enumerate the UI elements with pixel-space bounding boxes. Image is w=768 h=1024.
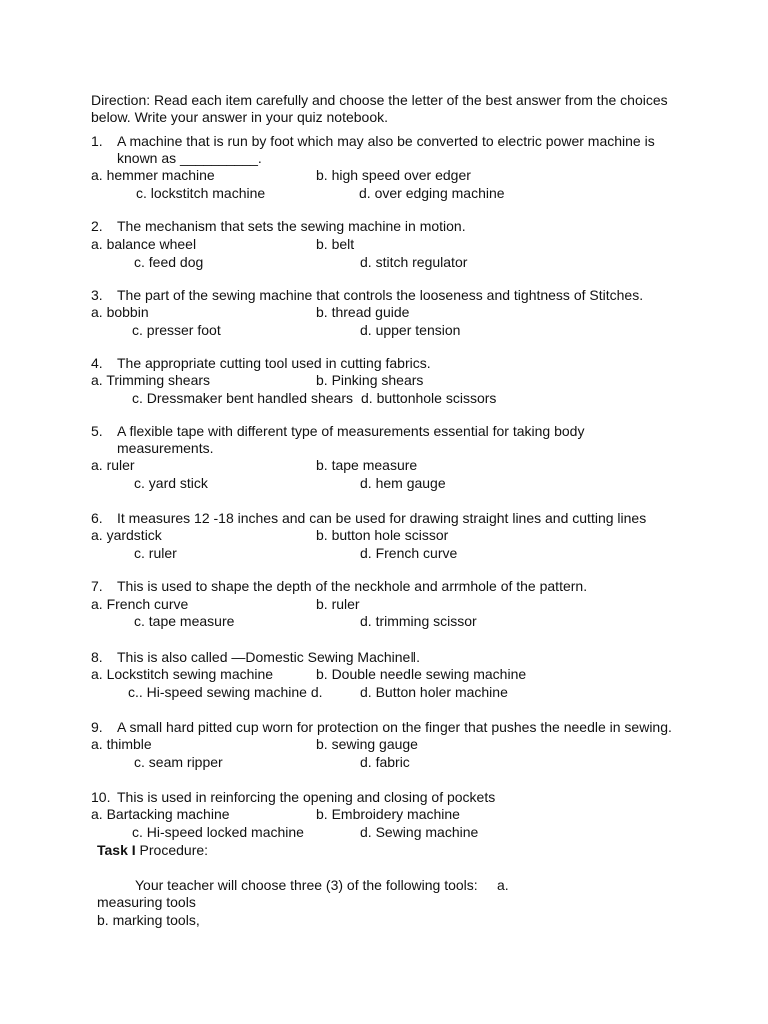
choice-b: b. tape measure [316,457,418,473]
item-question: A small hard pitted cup worn for protection on the finger that pushes the needle in sewing. [117,719,672,735]
item-number: 5. [91,423,103,439]
choice-a: a. yardstick [91,527,162,543]
choice-b: b. belt [316,236,355,252]
choice-a: a. French curve [91,596,189,612]
item-number: 7. [91,578,103,594]
item-question: A flexible tape with different type of measurements essential for taking body measurements. [117,423,585,456]
choice-c: c.. Hi-speed sewing machine d. [128,684,323,700]
task-option-a-text: measuring tools [97,894,196,910]
choice-c: c. presser foot [132,322,221,338]
task-heading [97,842,208,859]
item-question: It measures 12 -18 inches and can be used for drawing straight lines and cutting lines [117,510,647,526]
choice-b: b. ruler [316,596,360,612]
task-intro: Your teacher will choose three (3) of the following tools: [135,877,478,893]
item-question: This is also called ―Domestic Sewing Machine‖. [117,649,421,665]
choice-d: d. Button holer machine [360,684,508,700]
item-number: 3. [91,287,103,303]
direction-text: Direction: Read each item carefully and choose the letter of the best answer from the choices below. Write your answer in your quiz notebook. [91,92,668,125]
choice-d: d. buttonhole scissors [361,390,497,406]
choice-b: b. sewing gauge [316,736,418,752]
choice-d: d. French curve [360,545,458,561]
choice-b: b. button hole scissor [316,527,449,543]
item-number: 6. [91,510,103,526]
choice-d: d. upper tension [360,322,461,338]
item-question: This is used to shape the depth of the neckhole and arrmhole of the pattern. [117,578,588,594]
task-label: Procedure: [139,842,209,858]
choice-b: b. Double needle sewing machine [316,666,527,682]
item-number: 10. [91,789,111,805]
item-number: 1. [91,133,103,149]
choice-d: d. hem gauge [360,475,446,491]
choice-a: a. thimble [91,736,152,752]
item-number: 4. [91,355,103,371]
item-question: This is used in reinforcing the opening and closing of pockets [117,789,496,805]
choice-c: c. yard stick [134,475,208,491]
choice-d: d. Sewing machine [360,824,479,840]
item-question: The part of the sewing machine that controls the looseness and tightness of Stitches. [117,287,644,303]
task-option-b: b. marking tools, [97,912,200,928]
choice-b: b. high speed over edger [316,167,471,183]
choice-b: b. thread guide [316,304,410,320]
choice-d: d. over edging machine [359,185,505,201]
choice-d: d. trimming scissor [360,613,477,629]
item-question: The mechanism that sets the sewing machine in motion. [117,218,466,234]
choice-a: a. ruler [91,457,135,473]
choice-c: c. seam ripper [134,754,223,770]
choice-d: d. stitch regulator [360,254,468,270]
choice-c: c. lockstitch machine [136,185,266,201]
choice-b: b. Embroidery machine [316,806,460,822]
item-number: 2. [91,218,103,234]
item-number: 8. [91,649,103,665]
task-title: Task I [97,842,136,858]
choice-a: a. Lockstitch sewing machine [91,666,274,682]
task-option-a-letter: a. [497,877,509,893]
item-question: The appropriate cutting tool used in cutting fabrics. [117,355,431,371]
choice-c: c. ruler [134,545,177,561]
choice-a: a. balance wheel [91,236,197,252]
choice-a: a. Bartacking machine [91,806,230,822]
choice-a: a. hemmer machine [91,167,215,183]
choice-a: a. bobbin [91,304,149,320]
item-number: 9. [91,719,103,735]
choice-c: c. Dressmaker bent handled shears [132,390,353,406]
item-question: A machine that is run by foot which may also be converted to electric power machine is known as __________. [117,133,655,166]
choice-c: c. feed dog [134,254,204,270]
choice-d: d. fabric [360,754,410,770]
choice-c: c. Hi-speed locked machine [132,824,304,840]
choice-c: c. tape measure [134,613,235,629]
choice-a: a. Trimming shears [91,372,211,388]
choice-b: b. Pinking shears [316,372,424,388]
